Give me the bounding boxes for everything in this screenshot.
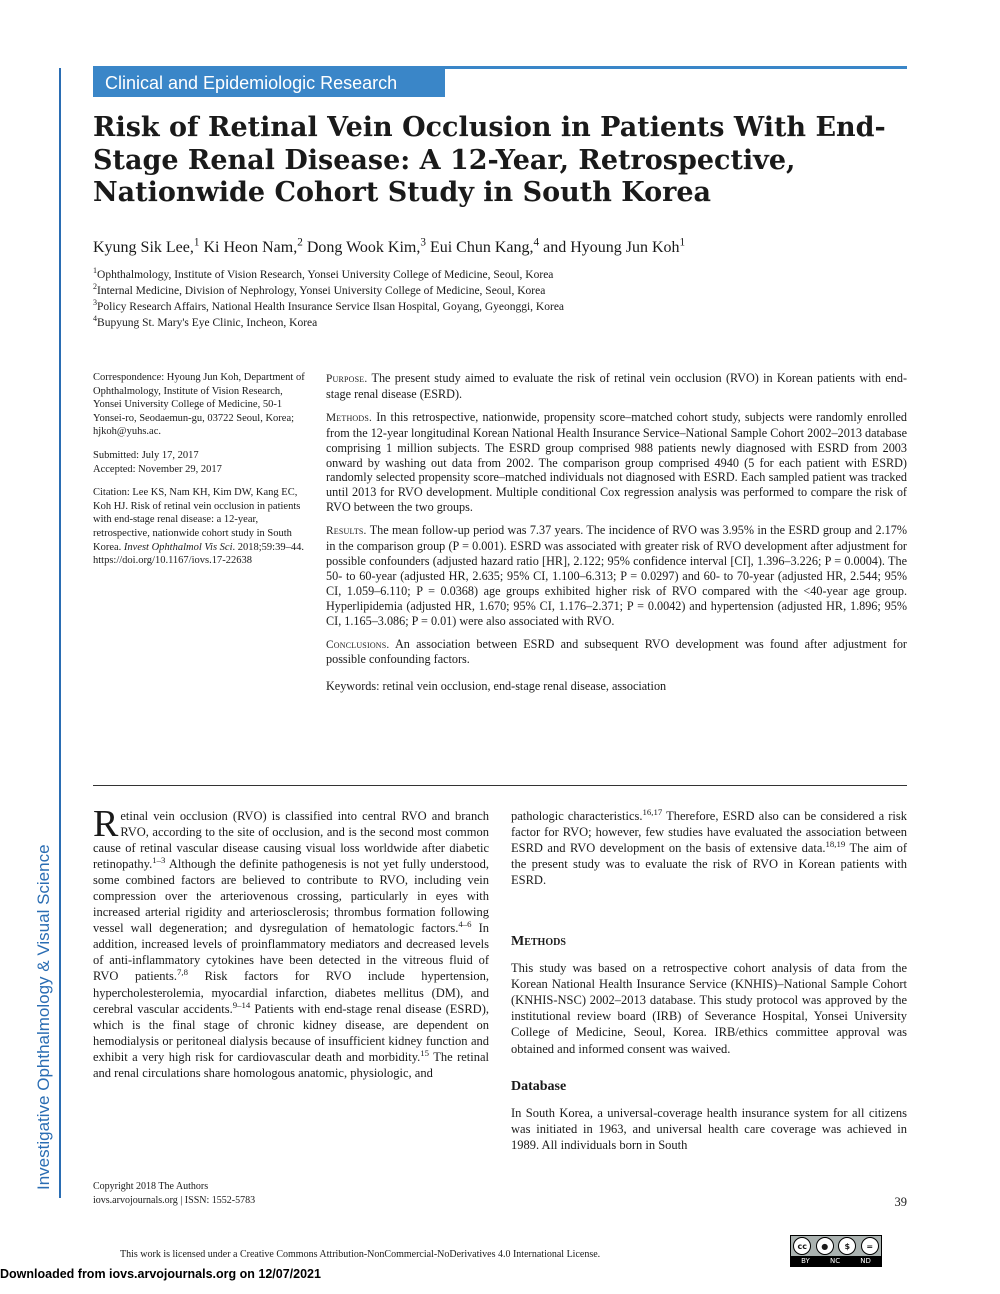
abstract-label: Methods. bbox=[326, 411, 373, 424]
dates bbox=[93, 449, 311, 476]
cc-license-badge[interactable] bbox=[790, 1235, 882, 1267]
noncommercial-icon: $ bbox=[838, 1237, 856, 1255]
author-list bbox=[93, 237, 913, 259]
database-heading: Database bbox=[511, 1078, 567, 1094]
citation: Citation: Lee KS, Nam KH, Kim DW, Kang EC, Koh HJ. Risk of retinal vein occlusion in patients with end-stage renal disease: a 12-year, retrospective, nationwide cohort study in South Korea. Invest Ophthalmol Vis Sci. 2018;59:39–44. https://doi.org/10.1167/iovs.17-22638 bbox=[93, 487, 304, 567]
abstract-methods: Methods. In this retrospective, nationwide, propensity score–matched cohort study, subjects were randomly enrolled from the 12-year longitudinal Korean National Health Insurance Service–National Sample Cohort 2002–2013 database comprising 1 million subjects. The ESRD group comprised 988 patients newly diagnosed with ESRD from 2003 onward by washing out data from 2002. The comparison group comprised 4940 (5 for each patient with ESRD) randomly selected propensity score–matched individuals not diagnosed with ESRD. Each sampled patient was tracked until 2013 for RVO development. Multiple conditional Cox regression analysis was performed to compare the risk of RVO between the two groups. bbox=[326, 409, 907, 515]
correspondence: Correspondence: Hyoung Jun Koh, Department of Ophthalmology, Institute of Vision Research, Yonsei University College of Medicine, 50-1 Yonsei-ro, Seodaemun-gu, 03722 Seoul, Korea; hjkoh@yuhs.ac. bbox=[93, 372, 305, 438]
copyright-block bbox=[93, 1180, 493, 1208]
affiliation: $^2$Internal Medicine, Division of Nephrology, Yonsei University College of Medicine, Seoul, Korea bbox=[93, 282, 546, 297]
article-title: Risk of Retinal Vein Occlusion in Patients With End-Stage Renal Disease: A 12-Year, Retrospective, Nationwide Cohort Study in South Korea bbox=[93, 112, 886, 208]
section-tag: Clinical and Epidemiologic Research bbox=[93, 69, 445, 97]
affiliation: $^1$Ophthalmology, Institute of Vision Research, Yonsei University College of Medicine, Seoul, Korea bbox=[93, 266, 554, 281]
attribution-icon: ● bbox=[816, 1237, 834, 1255]
cc-badge-label: BY bbox=[801, 1257, 810, 1265]
methods-heading: Methods bbox=[511, 934, 566, 950]
abstract bbox=[326, 371, 907, 702]
author: Ki Heon Nam, bbox=[203, 239, 298, 256]
intro-paragraph: Retinal vein occlusion (RVO) is classified into central RVO and branch RVO, according to the site of occlusion, and is the second most common cause of retinal vascular disease causing visual loss worldwide after diabetic retinopathy.$^{1-3}$ Although the definite pathogenesis is not yet fully understood, some combined factors are believed to contribute to RVO, including vein compression over the arteriovenous crossing, particularly in eyes with increased arterial rigidity and arteriosclerosis; thrombus formation following vessel wall degeneration; and dysregulation of hematologic factors.$^{4-6}$ In addition, increased levels of proinflammatory mediators and decreased levels of anti-inflammatory cytokines have been detected in the vitreous fluid of RVO patients.$^{7,8}$ Risk factors for RVO include hypertension, hypercholesterolemia, myocardial infarction, diabetes mellitus (DM), and cerebral vascular accidents.$^{9-14}$ Patients with end-stage renal disease (ESRD), which is the final stage of chronic kidney disease, are dependent on hemodialysis or peritoneal dialysis because of insufficient kidney function and exhibit a very high risk for cardiovascular death and morbidity.$^{15}$ The retinal and renal circulations share homologous anatomic, physiologic, and bbox=[93, 803, 489, 1080]
author-affil-ref: 2 bbox=[297, 236, 303, 249]
body-column-right bbox=[511, 808, 907, 1153]
cc-badge-label: NC bbox=[829, 1257, 841, 1265]
author: Kyung Sik Lee, bbox=[93, 239, 194, 256]
author: Dong Wook Kim, bbox=[306, 239, 421, 256]
abstract-label: Conclusions. bbox=[326, 638, 390, 651]
abstract-purpose: Purpose. The present study aimed to evaluate the risk of retinal vein occlusion (RVO) in Korean patients with end-stage renal disease (ESRD). bbox=[326, 371, 907, 401]
author: Eui Chun Kang, bbox=[429, 239, 534, 256]
author-affil-ref: 1 bbox=[679, 236, 686, 249]
citation-ref: 18,19 bbox=[825, 838, 846, 849]
affiliation: $^3$Policy Research Affairs, National Health Insurance Service Ilsan Hospital, Goyang, Gyeonggi, Korea bbox=[93, 298, 565, 313]
citation-ref: 7,8 bbox=[177, 967, 188, 978]
abstract-divider bbox=[93, 785, 907, 786]
citation-ref: 1–3 bbox=[152, 854, 166, 865]
author-affil-ref: 1 bbox=[193, 236, 200, 249]
citation-ref: 15 bbox=[420, 1047, 430, 1058]
abstract-label: Results. bbox=[326, 525, 367, 538]
author-affil-ref: 4 bbox=[533, 236, 540, 249]
journal-side-bar bbox=[59, 68, 61, 1198]
journal-issn: iovs.arvojournals.org | ISSN: 1552-5783 bbox=[93, 1195, 256, 1206]
abstract-label: Purpose. bbox=[326, 373, 368, 385]
submitted-date: Submitted: July 17, 2017 bbox=[93, 449, 199, 461]
abstract-conclusions: Conclusions. An association between ESRD and subsequent RVO development was found after adjustment for possible confounding factors. bbox=[326, 636, 907, 667]
article-info-sidebar bbox=[93, 371, 311, 578]
database-paragraph: In South Korea, a universal-coverage health insurance system for all citizens was initiated in 1963, and universal health care coverage was achieved in 1989. All individuals born in South bbox=[511, 1105, 907, 1152]
cc-icon: cc bbox=[793, 1237, 811, 1255]
copyright: Copyright 2018 The Authors bbox=[93, 1181, 209, 1192]
body-column-left bbox=[93, 803, 489, 1081]
affiliation: $^4$Bupyung St. Mary's Eye Clinic, Incheon, Korea bbox=[93, 314, 318, 329]
journal-vertical-title: Investigative Ophthalmology & Visual Science bbox=[34, 714, 54, 1190]
intro-paragraph-cont: pathologic characteristics.$^{16,17}$ Therefore, ESRD also can be considered a risk factor for RVO; however, few studies have evaluated the association between ESRD and RVO development on the basis of extensive data.$^{18,19}$ The aim of the present study was to evaluate the risk of RVO in Korean patients with ESRD. bbox=[511, 806, 908, 888]
author-affil-ref: 3 bbox=[420, 236, 426, 249]
noderivatives-icon: = bbox=[861, 1237, 879, 1255]
methods-paragraph: This study was based on a retrospective cohort analysis of data from the Korean National Health Insurance Service (KNHIS)–National Sample Cohort (KNHIS-NSC) 2002–2013 database. This study protocol was approved by the institutional review board (IRB) of Severance Hospital, Yonsei University College of Medicine, Seoul, Korea. IRB/ethics committee approval was obtained and informed consent was waived. bbox=[511, 961, 907, 1056]
citation-ref: 16,17 bbox=[642, 806, 663, 817]
cc-badge-label: ND bbox=[860, 1257, 871, 1265]
citation-ref: 9–14 bbox=[232, 999, 251, 1010]
citation-ref: 4–6 bbox=[458, 919, 472, 930]
abstract-results: Results. The mean follow-up period was 7.37 years. The incidence of RVO was 3.95% in the ESRD group and 2.17% in the comparison group (P = 0.001). ESRD was associated with greater risk of RVO development after adjustment for possible confounders (adjusted hazard ratio [HR], 2.122; 95% confidence interval [CI], 1.396–3.226; P = 0.0004). The 50- to 60-year (adjusted HR, 2.635; 95% CI, 1.100–6.313; P = 0.0297) and 60- to 70-year (adjusted HR, 2.544; 95% CI, 1.059–6.110; P = 0.0368) age groups exhibited higher risk of RVO compared with the <40-year age group. Hyperlipidemia (adjusted HR, 1.670; 95% CI, 1.176–2.371; P = 0.0042) and hypertension (adjusted HR, 1.896; 95% CI, 1.165–3.086; P = 0.01) were also associated with RVO. bbox=[326, 523, 907, 628]
author: and Hyoung Jun Koh bbox=[543, 239, 680, 256]
accepted-date: Accepted: November 29, 2017 bbox=[93, 463, 222, 475]
keywords: Keywords: retinal vein occlusion, end-stage renal disease, association bbox=[326, 679, 667, 694]
page-number: 39 bbox=[894, 1195, 907, 1209]
drop-cap: R bbox=[93, 803, 119, 845]
license-text[interactable]: This work is licensed under a Creative Commons Attribution-NonCommercial-NoDerivatives 4.0 International License. bbox=[120, 1249, 601, 1260]
download-stamp: Downloaded from iovs.arvojournals.org on 12/07/2021 bbox=[0, 1267, 321, 1281]
affiliation-list bbox=[93, 267, 913, 331]
